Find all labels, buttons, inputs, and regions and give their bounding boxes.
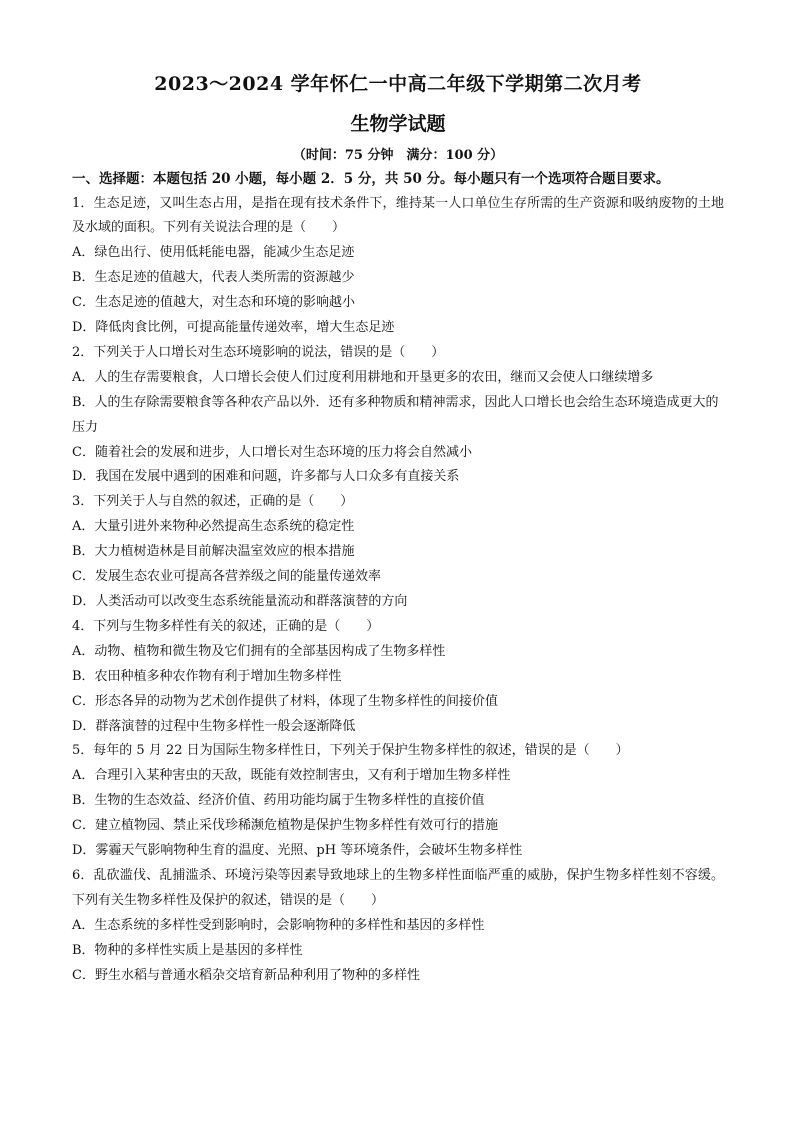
exam-subtitle: 生物学试题 bbox=[350, 113, 446, 135]
question-6 bbox=[72, 864, 724, 989]
option-a: A．生态系统的多样性受到影响时，会影响物种的多样性和基因的多样性 bbox=[72, 917, 485, 933]
option-c: C．生态足迹的值越大，对生态和环境的影响越小 bbox=[72, 295, 355, 311]
option-d: D．我国在发展中遇到的困难和问题，许多都与人口众多有直接关系 bbox=[72, 469, 460, 485]
question-stem: 1．生态足迹，又叫生态占用，是指在现有技术条件下，维持某一人口单位生存所需的生产资源和吸纳废物的土地及水域的面积。下列有关说法合理的是（ ） bbox=[72, 195, 724, 236]
option-b: B．大力植树造林是目前解决温室效应的根本措施 bbox=[72, 544, 355, 560]
option-a: A．大量引进外来物种必然提高生态系统的稳定性 bbox=[72, 519, 355, 535]
option-d: D．群落演替的过程中生物多样性一般会逐渐降低 bbox=[72, 718, 356, 734]
question-4 bbox=[72, 615, 724, 740]
question-stem: 3．下列关于人与自然的叙述，正确的是（ ） bbox=[72, 494, 354, 510]
option-b: B．生态足迹的值越大，代表人类所需的资源越少 bbox=[72, 270, 355, 286]
question-1 bbox=[72, 192, 724, 341]
question-stem: 4．下列与生物多样性有关的叙述，正确的是（ ） bbox=[72, 618, 380, 634]
option-c: C．形态各异的动物为艺术创作提供了材料，体现了生物多样性的间接价值 bbox=[72, 693, 498, 709]
option-b: B．人的生存除需要粮食等各种农产品以外．还有多种物质和精神需求，因此人口增长也会给生态环境造成更大的压力 bbox=[72, 394, 719, 435]
option-b: B．物种的多样性实质上是基因的多样性 bbox=[72, 942, 303, 958]
question-5 bbox=[72, 739, 724, 864]
option-b: B．农田种植多种农作物有利于增加生物多样性 bbox=[72, 668, 342, 684]
section-heading: 一、选择题：本题包括 20 小题，每小题 2．5 分，共 50 分。每小题只有一个选项符合题目要求。 bbox=[72, 171, 670, 187]
question-stem: 5．每年的 5 月 22 日为国际生物多样性日，下列关于保护生物多样性的叙述，错误的是（ ） bbox=[72, 743, 629, 759]
option-c: C．野生水稻与普通水稻杂交培育新品种利用了物种的多样性 bbox=[72, 967, 420, 983]
question-3 bbox=[72, 490, 724, 615]
option-d: D．降低肉食比例，可提高能量传递效率，增大生态足迹 bbox=[72, 320, 395, 336]
option-a: A．绿色出行、使用低耗能电器，能减少生态足迹 bbox=[72, 245, 355, 261]
question-stem: 2．下列关于人口增长对生态环境影响的说法，错误的是（ ） bbox=[72, 344, 445, 360]
option-a: A．人的生存需要粮食，人口增长会使人们过度利用耕地和开垦更多的农田，继而又会使人口继续增多 bbox=[72, 369, 654, 385]
option-c: C．建立植物园、禁止采伐珍稀濒危植物是保护生物多样性有效可行的措施 bbox=[72, 818, 498, 834]
exam-title: 2023～2024 学年怀仁一中高二年级下学期第二次月考 bbox=[154, 73, 642, 95]
option-d: D．人类活动可以改变生态系统能量流动和群落演替的方向 bbox=[72, 594, 408, 609]
exam-time-info: （时间：75 分钟 满分：100 分） bbox=[292, 148, 504, 163]
question-2 bbox=[72, 341, 724, 490]
option-b: B．生物的生态效益、经济价值、药用功能均属于生物多样性的直接价值 bbox=[72, 793, 485, 809]
option-c: C．随着社会的发展和进步，人口增长对生态环境的压力将会自然减小 bbox=[72, 444, 472, 460]
option-a: A．合理引入某种害虫的天敌，既能有效控制害虫，又有利于增加生物多样性 bbox=[72, 768, 511, 784]
option-d: D．雾霾天气影响物种生育的温度、光照、pH 等环境条件，会破坏生物多样性 bbox=[72, 843, 523, 859]
option-a: A．动物、植物和微生物及它们拥有的全部基因构成了生物多样性 bbox=[72, 643, 446, 659]
option-c: C．发展生态农业可提高各营养级之间的能量传递效率 bbox=[72, 569, 381, 585]
question-stem: 6．乱砍滥伐、乱捕滥杀、环境污染等因素导致地球上的生物多样性面临严重的威胁，保护生物多样性刻不容缓。下列有关生物多样性及保护的叙述，错误的是（ ） bbox=[72, 867, 724, 908]
